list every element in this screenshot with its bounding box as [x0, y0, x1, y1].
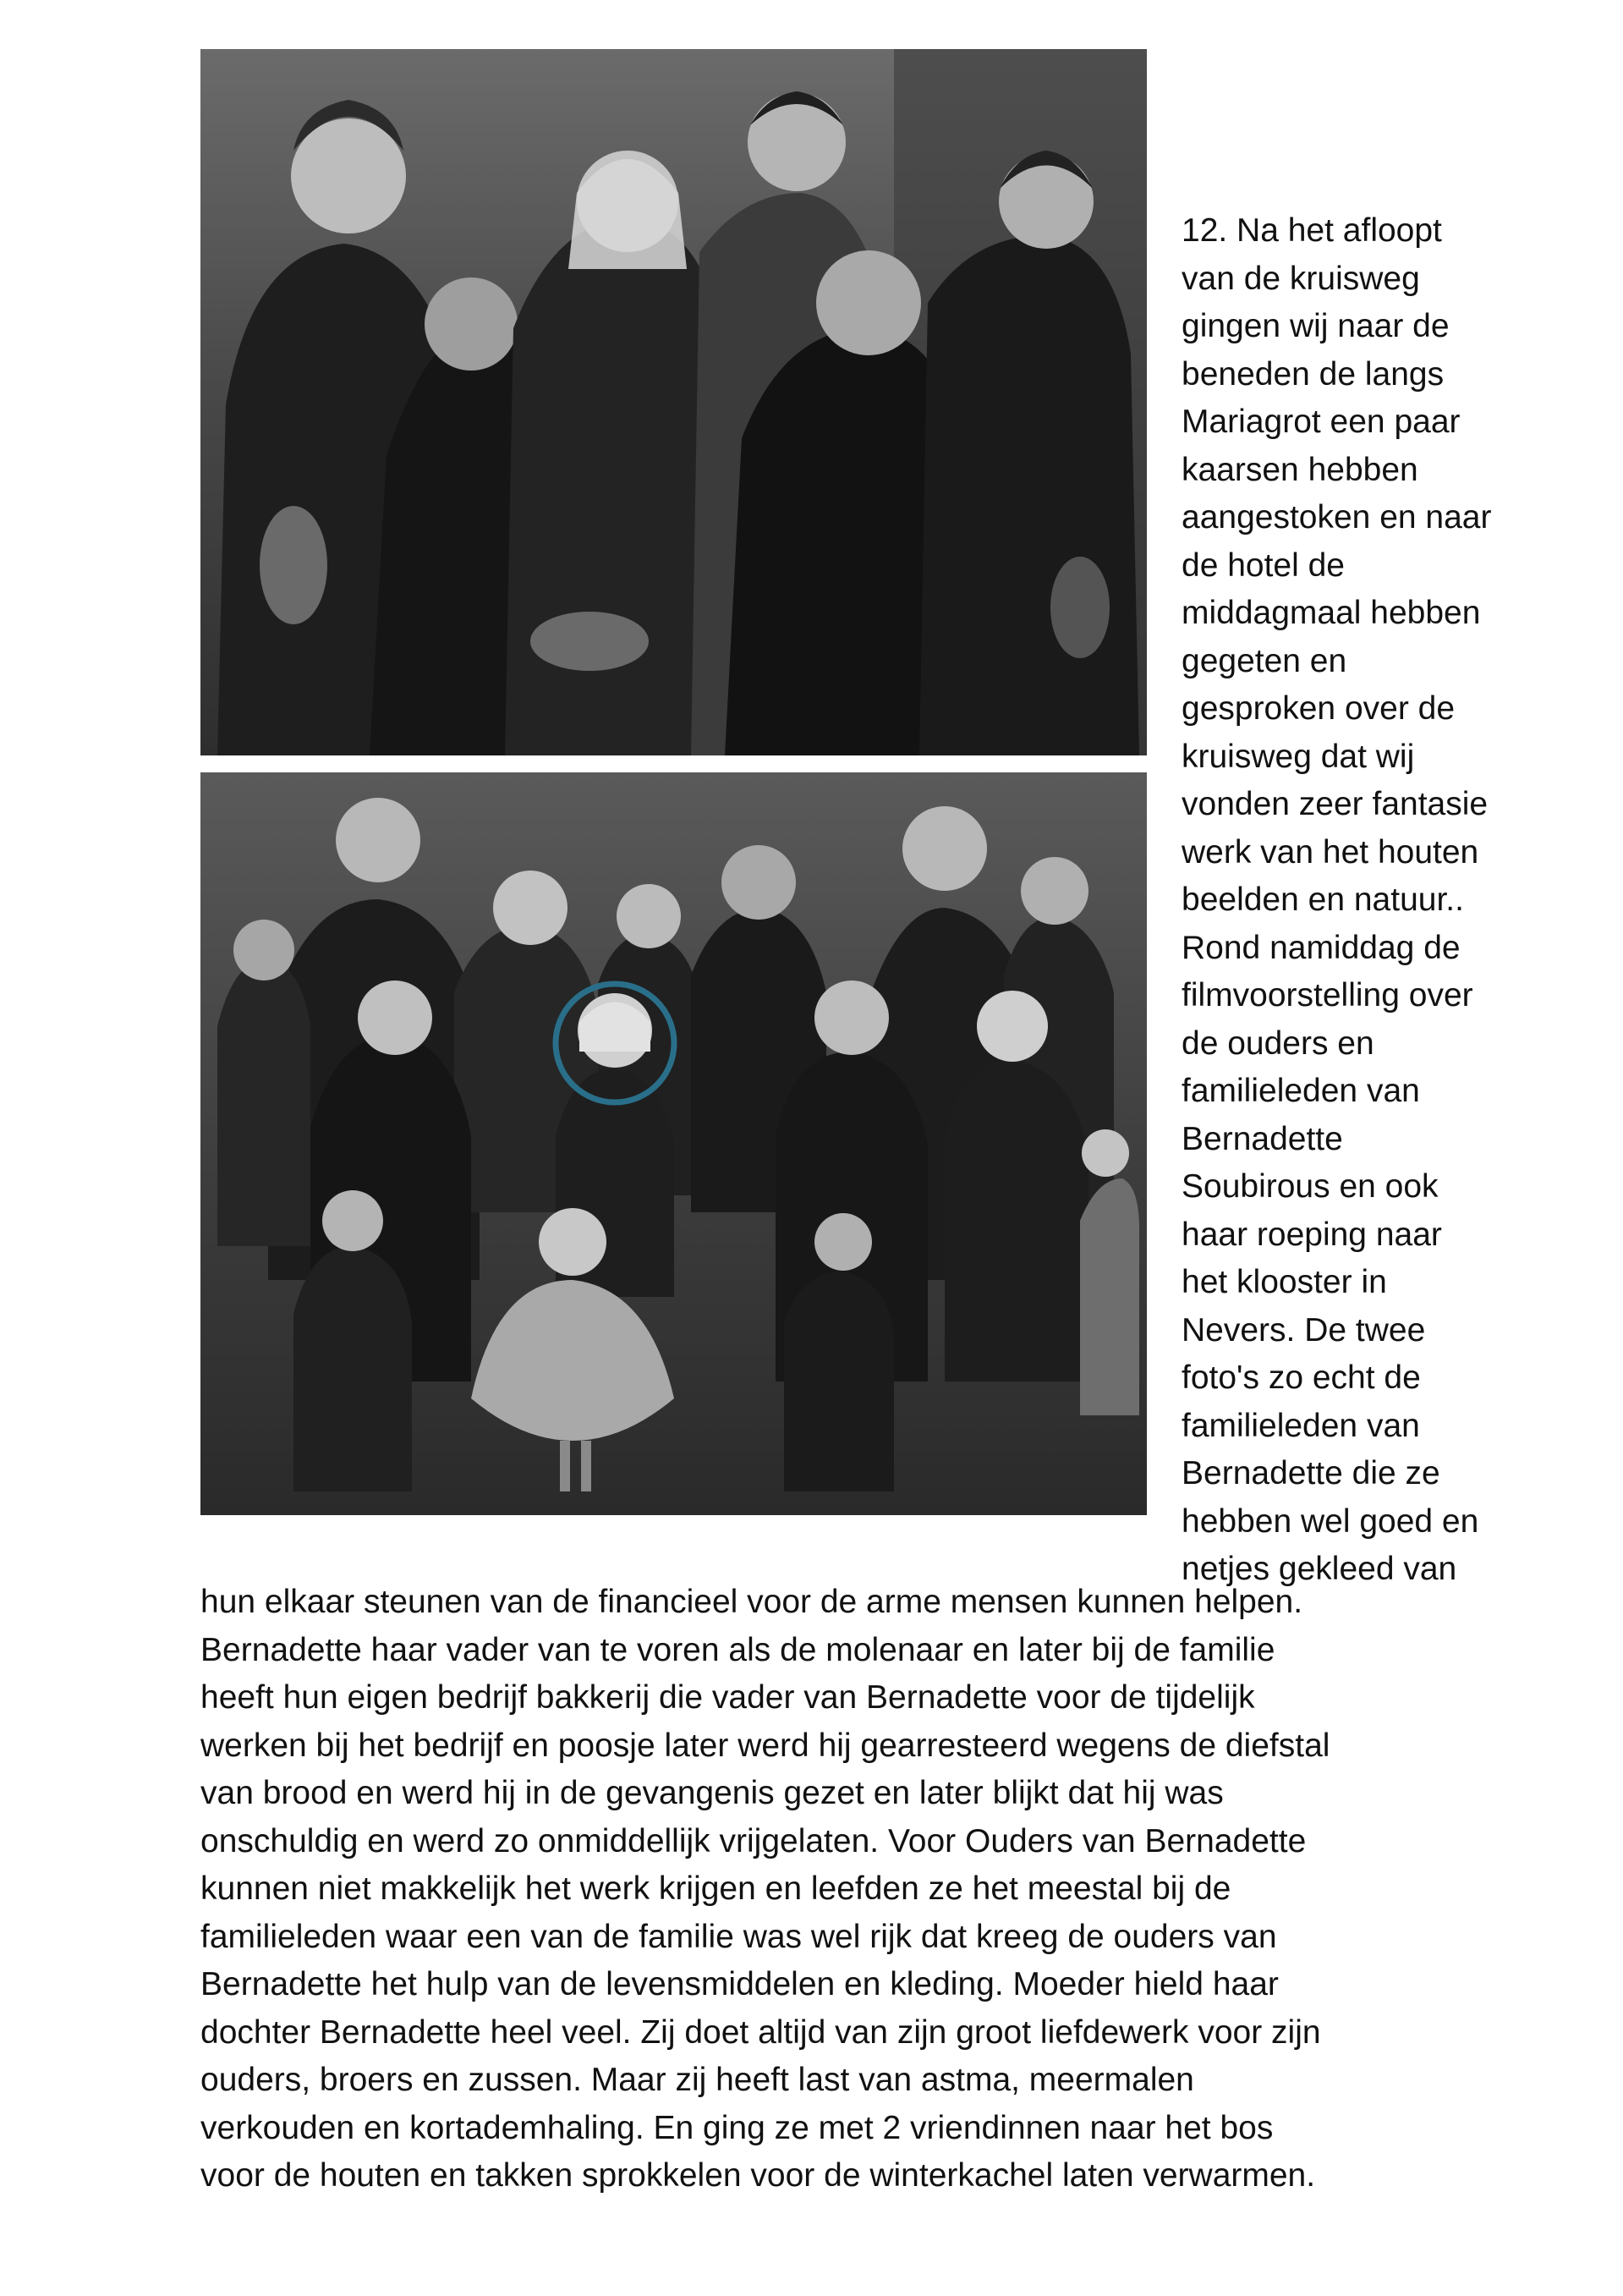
side-line: Bernadette: [1182, 1120, 1343, 1157]
side-line: aangestoken en naar: [1182, 499, 1492, 536]
side-line: Soubirous en ook: [1182, 1168, 1439, 1205]
top-photo-image: [200, 49, 1147, 755]
body-line: van brood en werd hij in de gevangenis gezet en later blijkt dat hij was: [200, 1775, 1224, 1811]
body-line: hun elkaar steunen van de financieel voor de arme mensen kunnen helpen.: [200, 1584, 1303, 1620]
body-line: kunnen niet makkelijk het werk krijgen en leefden ze het meestal bij de: [200, 1870, 1231, 1907]
side-line: Nevers. De twee: [1182, 1311, 1426, 1348]
side-line: familieleden van: [1182, 1407, 1420, 1444]
side-line: werk van het houten: [1182, 833, 1479, 871]
side-line: de ouders en: [1182, 1024, 1374, 1062]
body-paragraph: [200, 1579, 1587, 2200]
side-line: het klooster in: [1182, 1264, 1387, 1300]
body-line: Bernadette haar vader van te voren als de molenaar en later bij de familie: [200, 1631, 1275, 1668]
side-line: filmvoorstelling over: [1182, 977, 1473, 1013]
body-line: verkouden en kortademhaling. En ging ze met 2 vriendinnen naar het bos: [200, 2109, 1274, 2146]
side-line: vonden zeer fantasie: [1182, 786, 1489, 822]
side-line: familieleden van: [1182, 1073, 1420, 1109]
side-line: gegeten en: [1182, 642, 1347, 679]
body-line: familieleden waar een van de familie was wel rijk dat kreeg de ouders van: [200, 1918, 1277, 1955]
side-line: hebben wel goed en: [1182, 1502, 1479, 1540]
side-line: de hotel de: [1182, 547, 1346, 584]
side-line: gingen wij naar de: [1182, 308, 1450, 344]
body-line: onschuldig en werd zo onmiddellijk vrijgelaten. Voor Ouders van Bernadette: [200, 1822, 1307, 1859]
bottom-photo-image: [200, 772, 1147, 1515]
side-line: kruisweg dat wij: [1182, 738, 1415, 775]
side-line: haar roeping naar: [1182, 1216, 1442, 1253]
side-line: foto's zo echt de: [1182, 1359, 1421, 1396]
side-line: middagmaal hebben: [1182, 595, 1481, 631]
side-line: Bernadette die ze: [1182, 1455, 1440, 1491]
side-line: Rond namiddag de: [1182, 929, 1461, 966]
side-caption: [1182, 207, 1579, 1594]
bottom-photo-family-portrait: [200, 772, 1147, 1515]
side-line: Mariagrot een paar: [1182, 404, 1461, 440]
body-line: dochter Bernadette heel veel. Zij doet altijd van zijn groot liefdewerk voor zijn: [200, 2013, 1321, 2051]
body-line: werken bij het bedrijf en poosje later werd hij gearresteerd wegens de diefstal: [200, 1727, 1330, 1764]
body-line: Bernadette het hulp van de levensmiddelen en kleding. Moeder hield haar: [200, 1966, 1279, 2002]
side-line: 12. Na het afloopt: [1182, 212, 1442, 249]
side-line: netjes gekleed van: [1182, 1551, 1457, 1587]
side-line: van de kruisweg: [1182, 260, 1420, 297]
body-line: heeft hun eigen bedrijf bakkerij die vader van Bernadette voor de tijdelijk: [200, 1679, 1255, 1716]
body-line: voor de houten en takken sprokkelen voor de winterkachel laten verwarmen.: [200, 2157, 1316, 2194]
side-line: kaarsen hebben: [1182, 451, 1418, 488]
top-photo-group-portrait: [200, 49, 1147, 755]
side-line: beneden de langs: [1182, 355, 1445, 393]
body-line: ouders, broers en zussen. Maar zij heeft last van astma, meermalen: [200, 2062, 1194, 2098]
side-line: gesproken over de: [1182, 690, 1456, 727]
side-line: beelden en natuur..: [1182, 882, 1464, 918]
